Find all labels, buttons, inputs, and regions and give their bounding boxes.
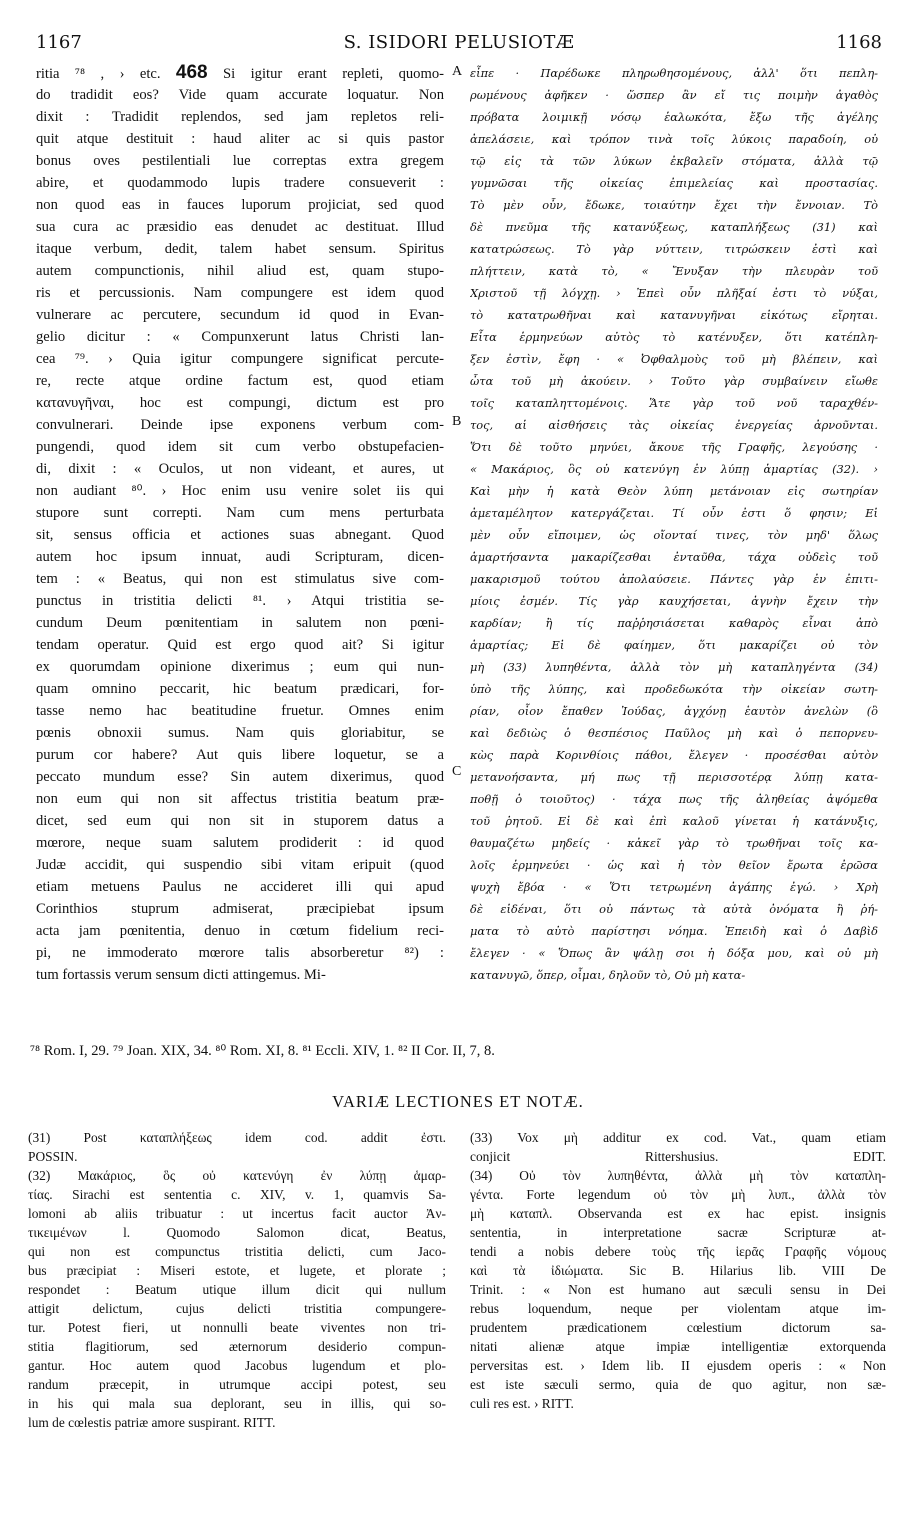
greek-column: [470, 62, 878, 986]
greek-text-line: ματα τὸ αὐτὸ παρίστησι νόημα. Ἐπειδὴ καὶ ὁ Δαβὶδ: [470, 924, 878, 938]
greek-text-line: κατανυγῶ, ὅπερ, οἶμαι, δηλοῦν τὸ, Οὐ μὴ κατα-: [470, 968, 746, 982]
latin-text-line: pi, ne immoderato mœrore talis absorberetur ⁸²) :: [36, 945, 444, 961]
latin-text-line: itaque verbum, dedit, talem habet sensum. Spiritus: [36, 241, 444, 257]
note-right-line: tendi a nobis debere τοὺς τῆς ἱερᾶς Γραφῆς νόμους: [470, 1244, 886, 1259]
greek-text-line: λοῖς ἑρμηνεύει · ὡς καὶ ἡ τὸν θεῖον ἔρωτα ἐρῶσα: [470, 858, 878, 872]
greek-text-line: θαυμαζέτω μηδείς · κἀκεῖ γὰρ τὸ τρωθῆναι τοῖς κα-: [470, 836, 878, 850]
note-right-line: sententia, in interpretatione sacræ Scripturæ at-: [470, 1225, 886, 1240]
note-right-line: Trinit. : « Non est humano aut sæculi sensu in Dei: [470, 1282, 886, 1297]
latin-text-line: tasse nemo hac beatitudine fruetur. Omnes enim: [36, 703, 444, 719]
note-left-line: τικειμένων l. Quomodo Salomon dicat, Beatus,: [28, 1225, 446, 1240]
latin-text-line: mœrore, neque suam salutem prodiderit : id quod: [36, 835, 444, 851]
greek-text-line: πρόβατα λοιμικῇ νόσῳ ἑαλωκότα, ἔξω τῆς ἀγέλης: [470, 110, 878, 124]
note-left-line: qui non est compunctus tristitia delicti, cum Jaco-: [28, 1244, 446, 1259]
latin-text-line: punctus in tristitia delicti ⁸¹. › Atqui tristitia se-: [36, 593, 444, 609]
note-right-line: (33) Vox μὴ additur ex cod. Vat., quam etiam: [470, 1130, 886, 1145]
latin-text-line: autem hoc ipsum innuat, audi Scripturam, dicen-: [36, 549, 444, 565]
latin-text-line: ritia ⁷⁸ , › etc. 468 Si igitur erant repleti, quomo-: [36, 62, 444, 83]
greek-text-line: Ὅτι δὲ τοῦτο μηνύει, ἄκουε τῆς Γραφῆς, λεγούσης ·: [470, 440, 878, 454]
latin-text-line: gelio dicitur : « Compunxerunt latus Christi lan-: [36, 329, 444, 345]
greek-text-line: πλήττειν, κατὰ τὸ, « Ἔνυξαν τὴν πλευρὰν τοῦ: [470, 264, 878, 278]
greek-text-line: κατατρώσεως. Τὸ γὰρ νύττειν, τιτρώσκειν ἐστὶ καὶ: [470, 242, 878, 256]
latin-text-line: di, dixit : « Oculos, ut non videant, et aures, ut: [36, 461, 444, 477]
greek-text-line: Καὶ μὴν ἡ κατὰ Θεὸν λύπη μετάνοιαν εἰς σωτηρίαν: [470, 484, 878, 498]
note-left-line: POSSIN.: [28, 1149, 78, 1164]
right-column-number: 1168: [836, 32, 882, 53]
greek-text-line: ἁμαρτίας; Εἰ δὲ φαίημεν, ὅτι μακαρίζει οὐ τὸν: [470, 638, 878, 652]
note-left-line: in his qui mala sua deplorant, seu in illis, qui so-: [28, 1396, 446, 1411]
latin-text-line: quam omnino peccarit, hic beatum prædicari, for-: [36, 681, 444, 697]
latin-text-line: non quod eas in fauces luporum projiciat, sed quod: [36, 197, 444, 213]
note-left-line: stitia flagitiorum, sed æternorum desiderio compun-: [28, 1339, 446, 1354]
greek-text-line: τοῖς καταπληττομένοις. Ἅτε γὰρ τοῦ νοῦ ταραχθέν-: [470, 396, 878, 410]
notes-left-column: [28, 1128, 446, 1432]
latin-text-line: convulnerari. Deinde ipse exponens verbum com-: [36, 417, 444, 433]
latin-text-line: abire, et quodammodo lupis tradere consueverit :: [36, 175, 444, 191]
latin-text-line: pœnis obnoxii sumus. Nam quis gloriabitur, se: [36, 725, 444, 741]
latin-text-line: tendam operatur. Quid est ergo quod ait? Si igitur: [36, 637, 444, 653]
note-right-line: rebus loquendum, neque per violentam atque im-: [470, 1301, 886, 1316]
greek-text-line: μὴ (33) λυπηθέντα, ἀλλὰ τὸν μὴ καταπληγέντα (34): [470, 660, 878, 674]
latin-text-line: Corinthios stuprum admiserat, præcipiebat ipsum: [36, 901, 444, 917]
greek-text-line: ξεν ἐστὶν, ἔφη · « Ὀφθαλμοὺς τοῦ μὴ βλέπειν, καὶ: [470, 352, 878, 366]
note-right-line: conjicit Rittershusius. EDIT.: [470, 1149, 886, 1164]
greek-text-line: Εἶτα ἑρμηνεύων αὐτὸς τὸ κατένυξεν, ὅτι κατέπλη-: [470, 330, 878, 344]
note-left-line: bus præcipiat : Miseri estote, et lugete, et plorate ;: [28, 1263, 446, 1278]
margin-letter-a: A: [452, 64, 463, 79]
notes-right-column: [470, 1128, 886, 1413]
note-right-line: καὶ τὰ ἰδιώματα. Sic B. Hilarius lib. VIII De: [470, 1263, 886, 1278]
note-left-line: attigit delictum, cujus delicti tristitia compungere-: [28, 1301, 446, 1316]
greek-text-line: τος, αἱ αἰσθήσεις τὰς οἰκείας ἐνεργείας ἀρνοῦνται.: [470, 418, 878, 432]
greek-text-line: δὲ εἰδέναι, ὅτι οὐ πάντως τὰ αὐτὰ ὀνόματα ἢ ῥή-: [470, 902, 878, 916]
greek-text-line: κὼς παρὰ Κορινθίοις πάθοι, ἔλεγεν · προσέσθαι αὐτὸν: [470, 748, 878, 762]
margin-letter-c: C: [452, 764, 462, 779]
latin-text-line: ex quorumdam opinione dixerimus ; eum qui nun-: [36, 659, 444, 675]
greek-text-line: καὶ δεδιὼς ὁ θεσπέσιος Παῦλος μὴ καὶ ὁ πεπορνευ-: [470, 726, 878, 740]
note-right-line: perversitas est. › Idem lib. II ejusdem operis : « Non: [470, 1358, 886, 1373]
greek-text-line: μετανοήσαντα, μή πως τῇ περισσοτέρᾳ λύπῃ κατα-: [470, 770, 878, 784]
greek-text-line: καρδίαν; ἢ τίς παῤῥησιάσεται καθαρὸς εἶναι ἀπὸ: [470, 616, 878, 630]
latin-text-line: sua cura ac præsidio eas denudet ac destituat. Illud: [36, 219, 444, 235]
latin-column: [36, 62, 444, 986]
note-left-line: lum de cœlestis patriæ amore suspirant. RITT.: [28, 1415, 276, 1430]
greek-text-line: ὑπὸ τῆς λύπης, καὶ προδεδωκότα τὴν οἰκείαν σωτη-: [470, 682, 878, 696]
greek-text-line: ρωμένους ἀφῆκεν · ὥσπερ ἂν εἴ τις ποιμὴν ἀγαθὸς: [470, 88, 878, 102]
latin-text-line: tum fortassis verum sensum dicti attingemus. Mi-: [36, 967, 326, 983]
greek-text-line: ὦτα τοῦ μὴ ἀκούειν. › Τοῦτο γὰρ συμβαίνειν εἴωθε: [470, 374, 878, 388]
greek-text-line: ἀπελάσειε, καὶ τρόπον τινὰ τοῖς λύκοις παραδοίη, οὐ: [470, 132, 878, 146]
latin-text-line: purum cor habere? Aut quis libere loquetur, se a: [36, 747, 444, 763]
greek-text-line: εἶπε · Παρέδωκε πληρωθησομένους, ἀλλ' ὅτι πεπλη-: [470, 66, 878, 80]
latin-text-line: sit, sensus officia et actiones suas abnegant. Quod: [36, 527, 444, 543]
note-right-line: nitati alienæ atque impiæ intelligentiæ extorquenda: [470, 1339, 886, 1354]
note-right-line: culi res est. › RITT.: [470, 1396, 574, 1411]
latin-text-line: acta jam pœnitentia, denuo in cœtum fidelium reci-: [36, 923, 444, 939]
greek-text-line: ἔλεγεν · « Ὅπως ἂν ψάλῃ σοι ἡ δόξα μου, καὶ οὐ μὴ: [470, 946, 878, 960]
latin-text-line: Judæ accidit, qui suspendio sibi vitam eripuit (quod: [36, 857, 444, 873]
latin-text-line: κατανυγῆναι, hoc est compungi, dictum est pro: [36, 395, 444, 411]
latin-text-line: dicet, sed eum qui non sit in stuporem datus a: [36, 813, 444, 829]
margin-letter-b: B: [452, 414, 462, 429]
latin-text-line: bonus oves pestilentiali lue correptas extra gregem: [36, 153, 444, 169]
scripture-references: ⁷⁸ Rom. I, 29. ⁷⁹ Joan. XIX, 34. ⁸⁰ Rom. XI, 8. ⁸¹ Eccli. XIV, 1. ⁸² II Cor. II, 7, 8.: [30, 1043, 495, 1059]
greek-text-line: ποθῇ ὁ τοιοῦτος) · τάχα πως τῆς ἀληθείας ἀψόμεθα: [470, 792, 878, 806]
latin-text-line: do tradidit eos? Vide quam accurate loquatur. Non: [36, 87, 444, 103]
running-header: [36, 32, 882, 56]
greek-text-line: Χριστοῦ τῇ λόγχῃ. › Ἐπεὶ οὖν πλῆξαί ἐστι τὸ νύξαι,: [470, 286, 878, 300]
latin-text-line: ris et percussionis. Nam compungere est idem quod: [36, 285, 444, 301]
note-right-line: (34) Οὐ τὸν λυπηθέντα, ἀλλὰ μὴ τὸν καταπλη-: [470, 1168, 886, 1183]
note-left-line: (31) Post καταπλήξεως idem cod. addit ἐστι.: [28, 1130, 446, 1145]
note-left-line: τίας. Sirachi est sententia c. XIV, v. 1, quamvis Sa-: [28, 1187, 446, 1202]
note-right-line: est iste sæculi sermo, quia de quo agitur, non sæ-: [470, 1377, 886, 1392]
latin-text-line: cea ⁷⁹. › Quia igitur compungere significat percute-: [36, 351, 444, 367]
greek-text-line: μὲν οὖν εἴποιμεν, ὡς οἴονταί τινες, τὸν μηδ' ὅλως: [470, 528, 878, 542]
left-column-number: 1167: [36, 32, 82, 53]
latin-text-line: quit atque destituit : haud aliter ac si quis pastor: [36, 131, 444, 147]
greek-text-line: μίοις ἐσμέν. Τίς γὰρ καυχήσεται, ἁγνὴν ἔχειν τὴν: [470, 594, 878, 608]
greek-text-line: ρίαν, οἷον ἔπαθεν Ἰούδας, ἀγχόνῃ ἑαυτὸν ἀνελὼν (ὃ: [470, 704, 878, 718]
greek-text-line: μακαρισμοῦ τούτου ἀπολαύσειε. Πάντες γὰρ ἐν ἐπιτι-: [470, 572, 878, 586]
note-right-line: μὴ καταπλ. Observanda est ex hac epist. insignis: [470, 1206, 886, 1221]
latin-text-line: non audiant ⁸⁰. › Hoc enim usu venire solet iis qui: [36, 483, 444, 499]
latin-text-line: stupore sunt correpti. Nam cum mens perturbata: [36, 505, 444, 521]
latin-text-line: vulnerare ac percutere, secundum id quod in Evan-: [36, 307, 444, 323]
greek-text-line: ἁμαρτήσαντα μακαρίζεσθαι ἐνταῦθα, τάχα οὐδεὶς τοῦ: [470, 550, 878, 564]
latin-text-line: re, recte atque ordine factum est, quod etiam: [36, 373, 444, 389]
greek-text-line: τῷ εἰς τὰ τῶν λύκων ἐκβαλεῖν στόματα, ἀλλὰ τῷ: [470, 154, 878, 168]
greek-text-line: ψυχὴ ἔβόα · « Ὅτι τετρωμένη ἀγάπης ἐγώ. › Χρὴ: [470, 880, 878, 894]
latin-text-line: cundum Deum pœnitentiam in salutem non pœni-: [36, 615, 444, 631]
greek-text-line: τοῦ ῥητοῦ. Εἰ δὲ καὶ ἐπὶ καλοῦ γίνεται ἡ κατάνυξις,: [470, 814, 878, 828]
latin-text-line: non eum qui non sit affectus tristitia beatum præ-: [36, 791, 444, 807]
greek-text-line: « Μακάριος, ὃς οὐ κατενύγη ἐν λύπῃ ἁμαρτίας (32). ›: [470, 462, 878, 476]
note-left-line: tur. Potest fieri, ut nonnulli beate viventes non tri-: [28, 1320, 446, 1335]
greek-text-line: δὲ πνεῦμα τῆς κατανύξεως, καταπλήξεως (31) καὶ: [470, 220, 878, 234]
column-marker: 468: [175, 62, 208, 83]
latin-text-line: autem compunctionis, nihil aliud est, quam stupo-: [36, 263, 444, 279]
greek-text-line: ἀμεταμέλητον κατεργάζεται. Τί οὖν ἐστι ὅ φησιν; Εἰ: [470, 506, 878, 520]
note-right-line: prudentem prædicationem cœlestium dictorum sa-: [470, 1320, 886, 1335]
latin-text-line: dixit : Tradidit replendos, sed jam repletos reli-: [36, 109, 444, 125]
note-left-line: randum præcepit, in utrumque accipi potest, seu: [28, 1377, 446, 1392]
note-left-line: respondet : Beatum utique illum dicit qui nullum: [28, 1282, 446, 1297]
latin-text-line: pungendi, quod idem sit cum verbo obstupefacien-: [36, 439, 444, 455]
notes-section-title: VARIÆ LECTIONES ET NOTÆ.: [332, 1092, 584, 1111]
greek-text-line: Τὸ μὲν οὖν, ἔδωκε, τοιαύτην ἔχει τὴν ἔννοιαν. Τὸ: [470, 198, 878, 212]
latin-text-line: tem : « Beatus, qui non est stimulatus sive com-: [36, 571, 444, 587]
greek-text-line: τὸ κατατρωθῆναι καὶ κατανυγῆναι εἰκότως εἴρηται.: [470, 308, 878, 322]
note-left-line: gantur. Hoc autem quod Jacobus lugendum et plo-: [28, 1358, 446, 1373]
greek-text-line: γυμνῶσαι τῆς οἰκείας ἐπιμελείας καὶ προστασίας.: [470, 176, 878, 190]
latin-text-line: peccato mundum esse? Sin autem dixerimus, quod: [36, 769, 444, 785]
note-left-line: (32) Μακάριος, ὃς οὐ κατενύγη ἐν λύπῃ ἁμαρ-: [28, 1168, 446, 1183]
note-left-line: lomoni ab aliis tribuatur : ut incertus facit auctor Ἀν-: [28, 1206, 446, 1221]
note-right-line: γέντα. Forte legendum οὐ τὸν μὴ λυπ., ἀλλὰ τὸν: [470, 1187, 886, 1202]
latin-text-line: etiam metuens Paulus ne accideret illi qui apud: [36, 879, 444, 895]
running-title: S. ISIDORI PELUSIOTÆ: [343, 32, 575, 53]
